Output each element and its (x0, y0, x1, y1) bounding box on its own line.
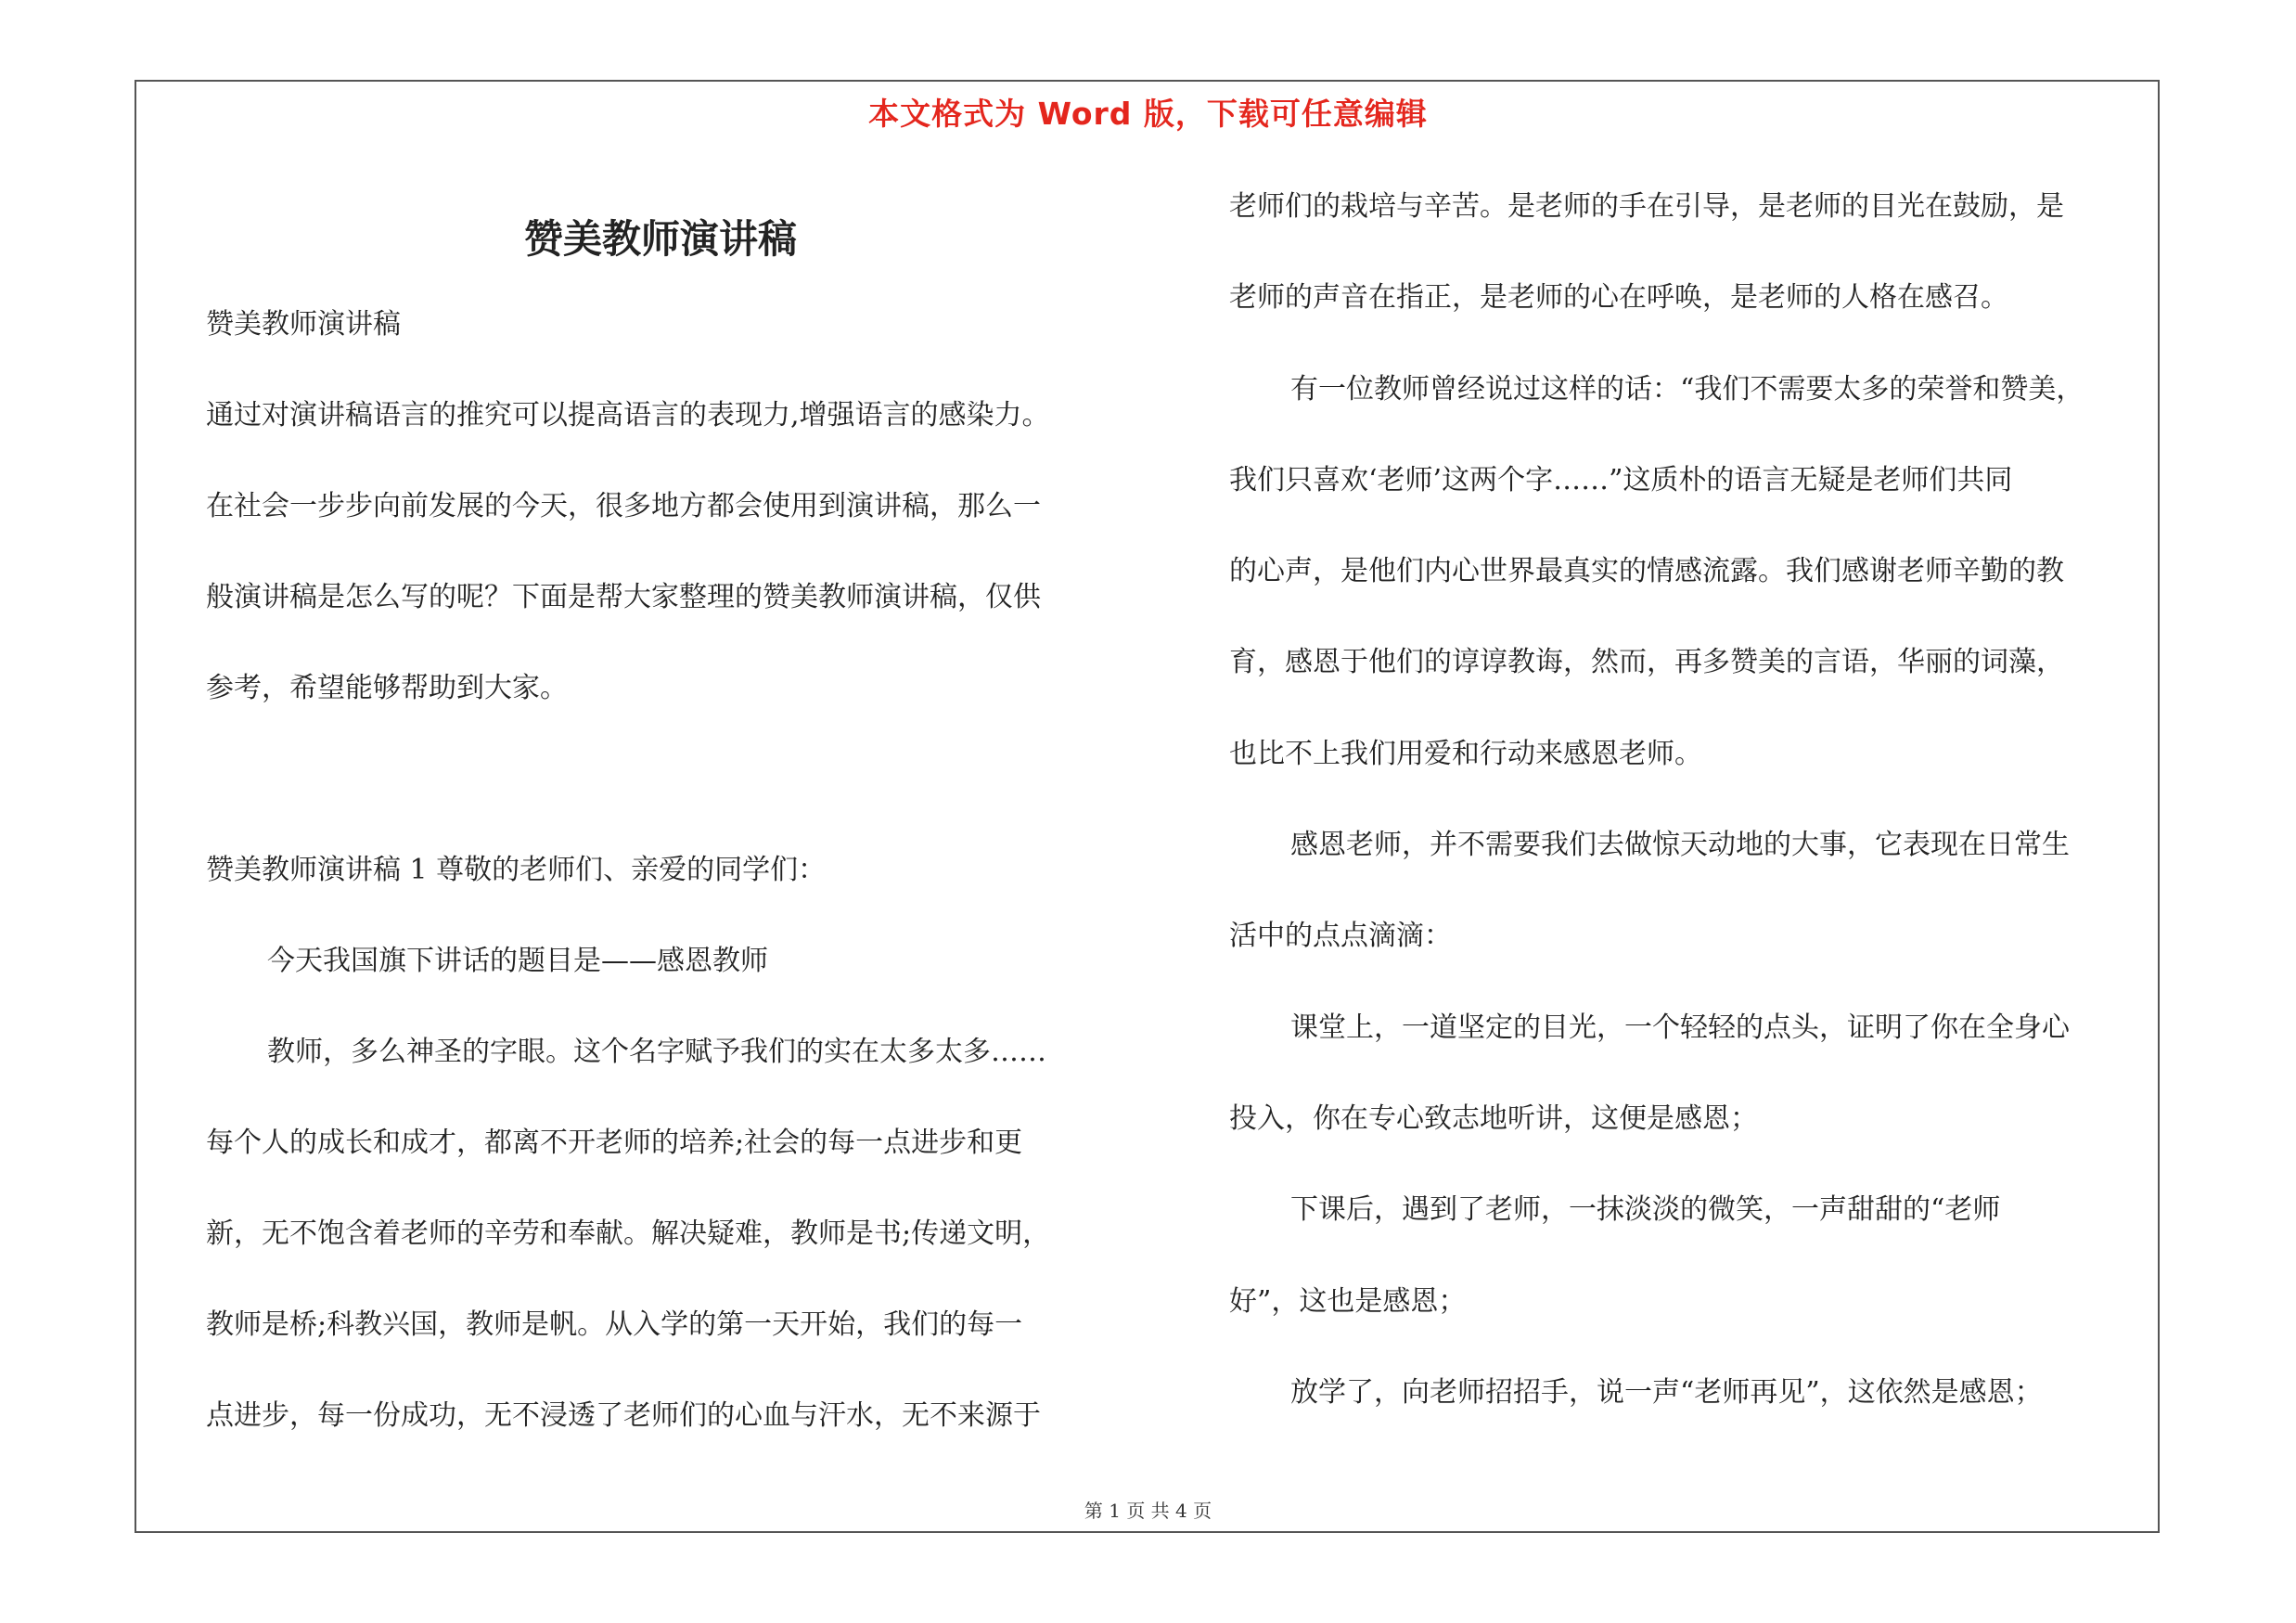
document-title: 赞美教师演讲稿 (523, 216, 797, 262)
text-line: 老师们的栽培与辛苦。是老师的手在引导，是老师的目光在鼓励，是 (1229, 190, 2064, 223)
text-line: 活中的点点滴滴： (1229, 920, 1452, 953)
text-line: 点进步，每一份成功，无不浸透了老师们的心血与汗水，无不来源于 (206, 1399, 1041, 1432)
paragraph-gap (206, 754, 1152, 845)
text-line: 通过对演讲稿语言的推究可以提高语言的表现力,增强语言的感染力。 (206, 399, 1050, 432)
text-line: 赞美教师演讲稿 1 尊敬的老师们、亲爱的同学们： (206, 854, 827, 886)
text-line: 在社会一步步向前发展的今天，很多地方都会使用到演讲稿，那么一 (206, 490, 1041, 522)
page-number: 第 1 页 共 4 页 (1084, 1500, 1212, 1522)
text-line: 有一位教师曾经说过这样的话：“我们不需要太多的荣誉和赞美， (1290, 372, 2084, 406)
text-line: 下课后，遇到了老师，一抹淡淡的微笑，一声甜甜的“老师 (1290, 1193, 2001, 1227)
text-line: 般演讲稿是怎么写的呢？下面是帮大家整理的赞美教师演讲稿，仅供 (206, 581, 1041, 613)
text-line: 感恩老师，并不需要我们去做惊天动地的大事，它表现在日常生 (1290, 829, 2070, 862)
text-line: 老师的声音在指正，是老师的心在呼唤，是老师的人格在感召。 (1229, 281, 2008, 315)
text-line: 新，无不饱含着老师的辛劳和奉献。解决疑难，教师是书;传递文明， (206, 1217, 1051, 1250)
text-line: 今天我国旗下讲话的题目是——感恩教师 (267, 945, 768, 977)
right-column (1229, 182, 2185, 1459)
text-line: 教师，多么神圣的字眼。这个名字赋予我们的实在太多太多…… (267, 1036, 1046, 1068)
text-line: 的心声，是他们内心世界最真实的情感流露。我们感谢老师辛勤的教 (1229, 555, 2064, 588)
editable-banner: 本文格式为 Word 版，下载可任意编辑 (868, 96, 1428, 132)
text-line: 我们只喜欢‘老师’这两个字……”这质朴的语言无疑是老师们共同 (1229, 463, 2013, 496)
text-line: 好”，这也是感恩； (1229, 1284, 1467, 1318)
text-line: 教师是桥;科教兴国，教师是帆。从入学的第一天开始，我们的每一 (206, 1308, 1023, 1341)
text-line: 课堂上，一道坚定的目光，一个轻轻的点头，证明了你在全身心 (1290, 1011, 2070, 1044)
text-line: 赞美教师演讲稿 (206, 308, 401, 341)
text-line: 也比不上我们用爱和行动来感恩老师。 (1229, 737, 1702, 770)
text-line: 放学了，向老师招招手，说一声“老师再见”，这依然是感恩； (1290, 1375, 2043, 1409)
text-line: 育，感恩于他们的谆谆教诲，然而，再多赞美的言语，华丽的词藻， (1229, 646, 2064, 679)
left-column (206, 176, 1152, 1482)
text-line: 参考，希望能够帮助到大家。 (206, 672, 568, 704)
text-line: 每个人的成长和成才，都离不开老师的培养;社会的每一点进步和更 (206, 1127, 1023, 1159)
text-line: 投入，你在专心致志地听讲，这便是感恩； (1229, 1101, 1758, 1135)
